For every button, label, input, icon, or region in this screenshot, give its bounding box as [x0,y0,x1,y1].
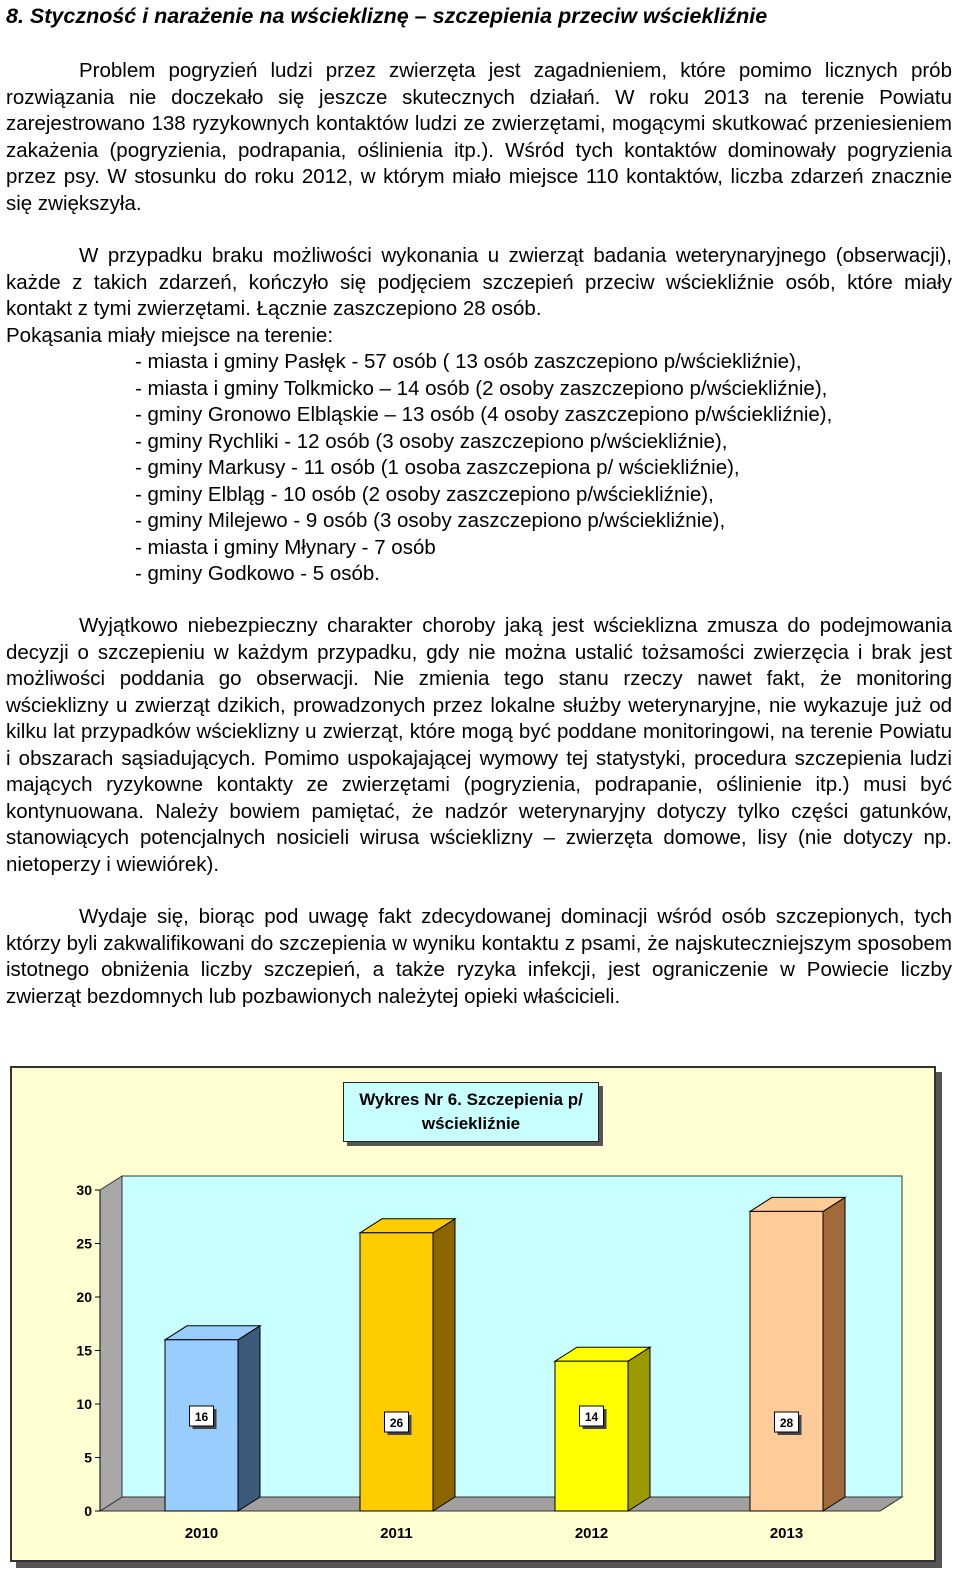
x-tick-label: 2010 [184,1525,219,1542]
list-item: - gminy Gronowo Elbląskie – 13 osób (4 osoby zaszczepiono p/wściekliźnie), [135,403,833,426]
x-tick-label: 2011 [380,1525,413,1542]
chart-side-wall [100,1176,122,1511]
section-heading: 8. Styczność i narażenie na wściekliznę – szczepienia przeciw wściekliźnie [6,4,768,28]
list-item: - gminy Milejewo - 9 osób (3 osoby zaszczepiono p/wściekliźnie), [135,509,726,532]
list-item: - miasta i gminy Młynary - 7 osób [135,536,436,559]
bar [360,1233,433,1511]
data-label: 28 [779,1416,794,1430]
bar [555,1361,628,1511]
bar [750,1211,823,1511]
bar-side [238,1326,260,1511]
list-item: - miasta i gminy Tolkmicko – 14 osób (2 osoby zaszczepiono p/wściekliźnie), [135,377,828,400]
data-label: 16 [194,1410,209,1424]
y-tick-label: 0 [84,1503,92,1519]
paragraph-vaccination-summary: W przypadku braku możliwości wykonania u zwierząt badania weterynaryjnego (obserwacji), każde z takich zdarzeń, kończyło się podjęciem szczepień przeciw wściekliźnie osób, które miały kontakt z tymi zwierzętami. Łącznie zaszczepiono 28 osób. [6,244,952,320]
paragraph-rabies-danger: Wyjątkowo niebezpieczny charakter choroby jaką jest wścieklizna zmusza do podejmowania decyzji o szczepieniu w każdym przypadku, gdy nie można ustalić tożsamości zwierzęcia i brak jest możliwości poddania go obserwacji. Nie zmienia tego stanu rzeczy nawet fakt, że monitoring wścieklizny u zwierząt dzikich, prowadzonych przez lokalne służby weterynaryjne, nie wykazuje już od kilku lat przypadków wścieklizny u zwierząt, które mogą być poddane monitoringowi, na terenie Powiatu i obszarach sąsiadujących. Pomimo uspokajającej wymowy tej statystyki, procedura szczepienia ludzi mających ryzykowne kontakty ze zwierzętami (pogryzienia, podrapanie, oślinienie itp.) musi być kontynuowana. Należy bowiem pamiętać, że nadzór weterynaryjny dotyczy tylko części gatunków, stanowiących potencjalnych nosicieli wirusa wścieklizny – zwierzęta domowe, lisy (nie dotyczy np. nietoperzy i wiewiórek). [6,614,952,876]
y-tick-label: 20 [76,1289,92,1305]
bar-side [628,1347,650,1511]
paragraph-bites-overview: Problem pogryzień ludzi przez zwierzęta jest zagadnieniem, które pomimo licznych prób rozwiązania nie doczekało się jeszcze skutecznych działań. W roku 2013 na terenie Powiatu zarejestrowano 138 ryzykownych kontaktów ludzi ze zwierzętami, mogącymi skutkować przeniesieniem zakażenia (pogryzienia, podrapania, oślinienia itp.). Wśród tych kontaktów dominowały pogryzienia przez psy. W stosunku do roku 2012, w którym miało miejsce 110 kontaktów, liczba zdarzeń znacznie się zwiększyła. [6,59,952,215]
y-tick-label: 10 [76,1396,92,1412]
chart-plot [12,1068,934,1560]
vaccination-chart [10,1066,936,1562]
y-tick-label: 25 [76,1235,92,1252]
y-tick-label: 30 [76,1182,92,1198]
x-tick-label: 2012 [574,1525,609,1542]
list-item: - miasta i gminy Pasłęk - 57 osób ( 13 osób zaszczepiono p/wściekliźnie), [135,350,802,373]
bar-side [433,1219,455,1511]
chart-title: Wykres Nr 6. Szczepienia p/ wściekliźnie [343,1082,599,1142]
list-item: - gminy Elbląg - 10 osób (2 osoby zaszczepiono p/wściekliźnie), [135,483,714,506]
data-label: 14 [584,1410,599,1424]
paragraph-conclusion: Wydaje się, biorąc pod uwagę fakt zdecydowanej dominacji wśród osób szczepionych, tych którzy byli zakwalifikowani do szczepienia w wyniku kontaktu z psami, że najskuteczniejszym sposobem istotnego obniżenia liczby szczepień, a także ryzyka infekcji, jest ograniczenie w Powiecie liczby zwierząt bezdomnych lub pozbawionych należytej opieki właścicieli. [6,905,952,1008]
y-tick-label: 5 [84,1449,92,1466]
list-intro: Pokąsania miały miejsce na terenie: [6,324,334,347]
list-item: - gminy Godkowo - 5 osób. [135,562,380,585]
bar-side [823,1197,845,1511]
list-item: - gminy Markusy - 11 osób (1 osoba zaszczepiona p/ wściekliźnie), [135,456,740,479]
y-tick-label: 15 [76,1342,92,1359]
list-item: - gminy Rychliki - 12 osób (3 osoby zaszczepiono p/wściekliźnie), [135,430,728,453]
x-tick-label: 2013 [769,1525,804,1542]
data-label: 26 [389,1416,404,1430]
